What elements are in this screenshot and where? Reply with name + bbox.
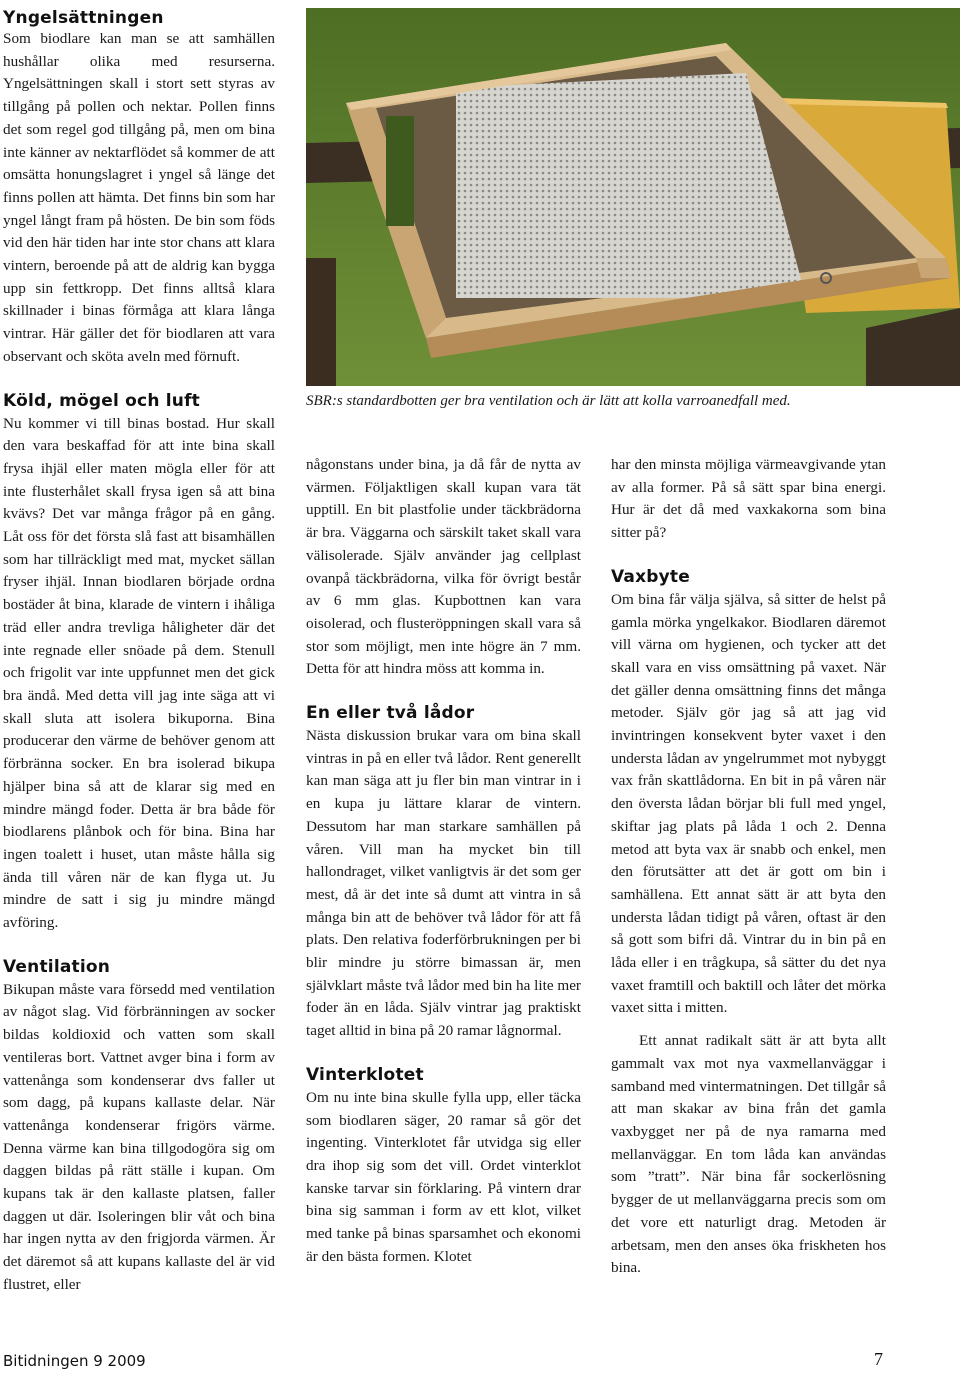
paragraph-vinterklotet: Om nu inte bina skulle fylla upp, eller täcka som biodlaren säger, 20 ramar så gör det ingenting. Vinterklotet får utvidga sig eller dra ihop sig som det vill. Ordet vinterklot kanske tarvar sin förklaring. På vintern drar bina sig samman i form av ett klot, vilket med tanke på binas sparsamhet och ekonomi är den bästa formen. Klotet bbox=[306, 1088, 581, 1265]
photo-caption: SBR:s standardbotten ger bra ventilation och är lätt att kolla varroanedfall med. bbox=[306, 393, 791, 409]
paragraph-en-eller-tva-lador: Nästa diskussion brukar vara om bina skall vintras in på en eller två lådor. Rent generellt kan man säga att ju fler bin man vintrar in i en kupa ju lättare klarar de vintern. Dessutom har man starkare samhällen på våren. Vill man ha mycket bin till hallondraget, vilket vanligtvis är det som ger mest, då är det inte så dumt att vintra in så många bin att de behöver två lådor för att få plats. Den relativa foderförbrukningen per bi blir mindre ju större bimassan är, men självklart måste två lådor med bin ha lite mer foder än en låda. Själv vintrar jag praktiskt taget alltid in bina på 20 ramar lågnormal. bbox=[306, 727, 581, 1040]
hive-bottom-illustration bbox=[306, 8, 960, 386]
heading-vaxbyte: Vaxbyte bbox=[611, 566, 690, 587]
column-3 bbox=[611, 454, 886, 1280]
heading-en-eller-tva-lador: En eller två lådor bbox=[306, 703, 475, 724]
paragraph-radikalt-satt: Ett annat radikalt sätt är att byta allt gammalt vax mot nya vaxmellanväggar i samband med vintermatningen. Det tillgår så att man skakar av bina från det gamla vaxbygget ner på de nya ramarna med mellanväggar. En tom låda kan användas som ”tratt”. När bina får sockerlösning bygger de ut mellanväggarna precis som om det vore ett naturligt drag. Metoden är arbetsam, men den anses öka friskheten hos bina. bbox=[611, 1032, 886, 1277]
paragraph-varmeavgivande: har den minsta möjliga värmeavgivande ytan av alla former. På så sätt spar bina energi. Hur är det då med vaxkakorna som bina sitter på? bbox=[611, 456, 886, 542]
hive-bottom-photo bbox=[306, 8, 960, 386]
paragraph-kold-mogel-luft: Nu kommer vi till binas bostad. Hur skall den vara beskaffad för att inte bina skall frysa ihjäl eller maten mögla eller för att inte flusterhålet skall frysa igen så att bina kvävs? Det var många frågor på en gång. Låt oss för det första slå fast att bisamhällen som har tillräckligt med mat, mycket sällan fryser ihjäl. Innan biodlaren började ordna bostäder åt bina, klarade de vintern i ihåliga träd eller andra trevliga håligheter där det inte regnade eller snöade på dem. Stenull och frigolit var inte uppfunnet men det gick bra ändå. Med detta vill jag inte säga att vi skall sluta att isolera bikuporna. Bina producerar den värme de behöver genom att förbränna socker. En bra isolerad bikupa hjälper bina så att de klarar sig med en mindre mängd foder. Detta är bra både för biodlarens plånbok och för bina. Bina har ingen toalett i huset, utan måste hålla sig ända till våren när de kan flyga ut. Ju mindre de satt i sig ju mindre mängd avföring. bbox=[3, 414, 275, 932]
heading-vinterklotet: Vinterklotet bbox=[306, 1064, 424, 1085]
heading-yngelsattningen: Yngelsättningen bbox=[3, 8, 164, 28]
column-1 bbox=[3, 8, 275, 1297]
paragraph-vaxbyte: Om bina får välja själva, så sitter de helst på gamla mörka yngelkakor. Biodlaren däremot vill värna om hygienen, och tycker att det skall vara en viss omsättning på vaxet. När det gäller denna omsättning finns det många metoder. Själv gör jag så att jag vid invintringen konsekvent byter vaxet i den understa lådan av yngelrummet mot nybyggt vax från skattlådorna. En bit in på våren när den översta lådan börjar bli full med yngel, skiftar jag plats på låda 1 och 2. Denna metod att byta vax är snabb och enkel, men den förutsätter att det är gott om bin i samhällena. Ett annat sätt är att byta den understa lådan tidigt på våren, oftast är den så gott som bifri då. Vintrar du in bin på en låda eller i en trågkupa, så sätter du det nya vaxet framtill och baktill och låter det mörka vaxet sitta i mitten. bbox=[611, 590, 886, 1017]
publication-footer: Bitidningen 9 2009 bbox=[3, 1352, 146, 1370]
column-2 bbox=[306, 454, 581, 1269]
heading-kold-mogel-luft: Köld, mögel och luft bbox=[3, 390, 200, 411]
paragraph-yngelsattningen: Som biodlare kan man se att samhällen hushållar olika med resurserna. Yngelsättningen skall i stort sett styras av tillgång på pollen och nektar. Pollen finns det som regel god tillgång på, men om bina inte känner av nektarflödet så kommer de att omsätta honungslagret i yngel så länge det finns pollen att hämta. Det finns bin som har yngel långt fram på hösten. De bin som föds vid den här tiden har inte stor chans att klara vintern, beroende på att de aldrig kan bygga upp sin fettkropp. Det finns alltså klara skillnader i binas förmåga att klara långa vintrar. Här gäller det för biodlaren att vara observant och sköta aveln med förnuft. bbox=[3, 30, 275, 365]
paragraph-vinter-varme: någonstans under bina, ja då får de nytta av värmen. Följaktligen skall kupan vara tät upptill. En bit plastfolie under täckbrädorna är bra. Väggarna och särskilt taket skall vara välisolerade. Själv använder jag cellplast ovanpå täckbrädorna, vilka för övrigt består av 6 mm glas. Kupbottnen kan vara oisolerad, och flusteröppningen skall vara så stor som möjligt, men inte högre än 7 mm. Detta för att hindra möss att komma in. bbox=[306, 456, 581, 678]
heading-ventilation: Ventilation bbox=[3, 956, 111, 977]
page-number: 7 bbox=[874, 1349, 883, 1369]
paragraph-ventilation: Bikupan måste vara försedd med ventilation av något slag. Vid förbränningen av socker bildas koldioxid och vatten som skall ventileras bort. Vattnet avger bina i form av vattenånga som kondenserar dvs faller ut som dagg, på kupans kallaste delar. När vattenånga kondenserar frigörs värme. Denna värme kan bina tillgodogöra sig om daggen bildas på rätt ställe i kupan. Om kupans tak är den kallaste platsen, faller daggen ut där. Isoleringen blir våt och bina har ingen nytta av den frigjorda värmen. Är det däremot så att kupans kallaste del är vid flustret, eller bbox=[3, 980, 275, 1293]
